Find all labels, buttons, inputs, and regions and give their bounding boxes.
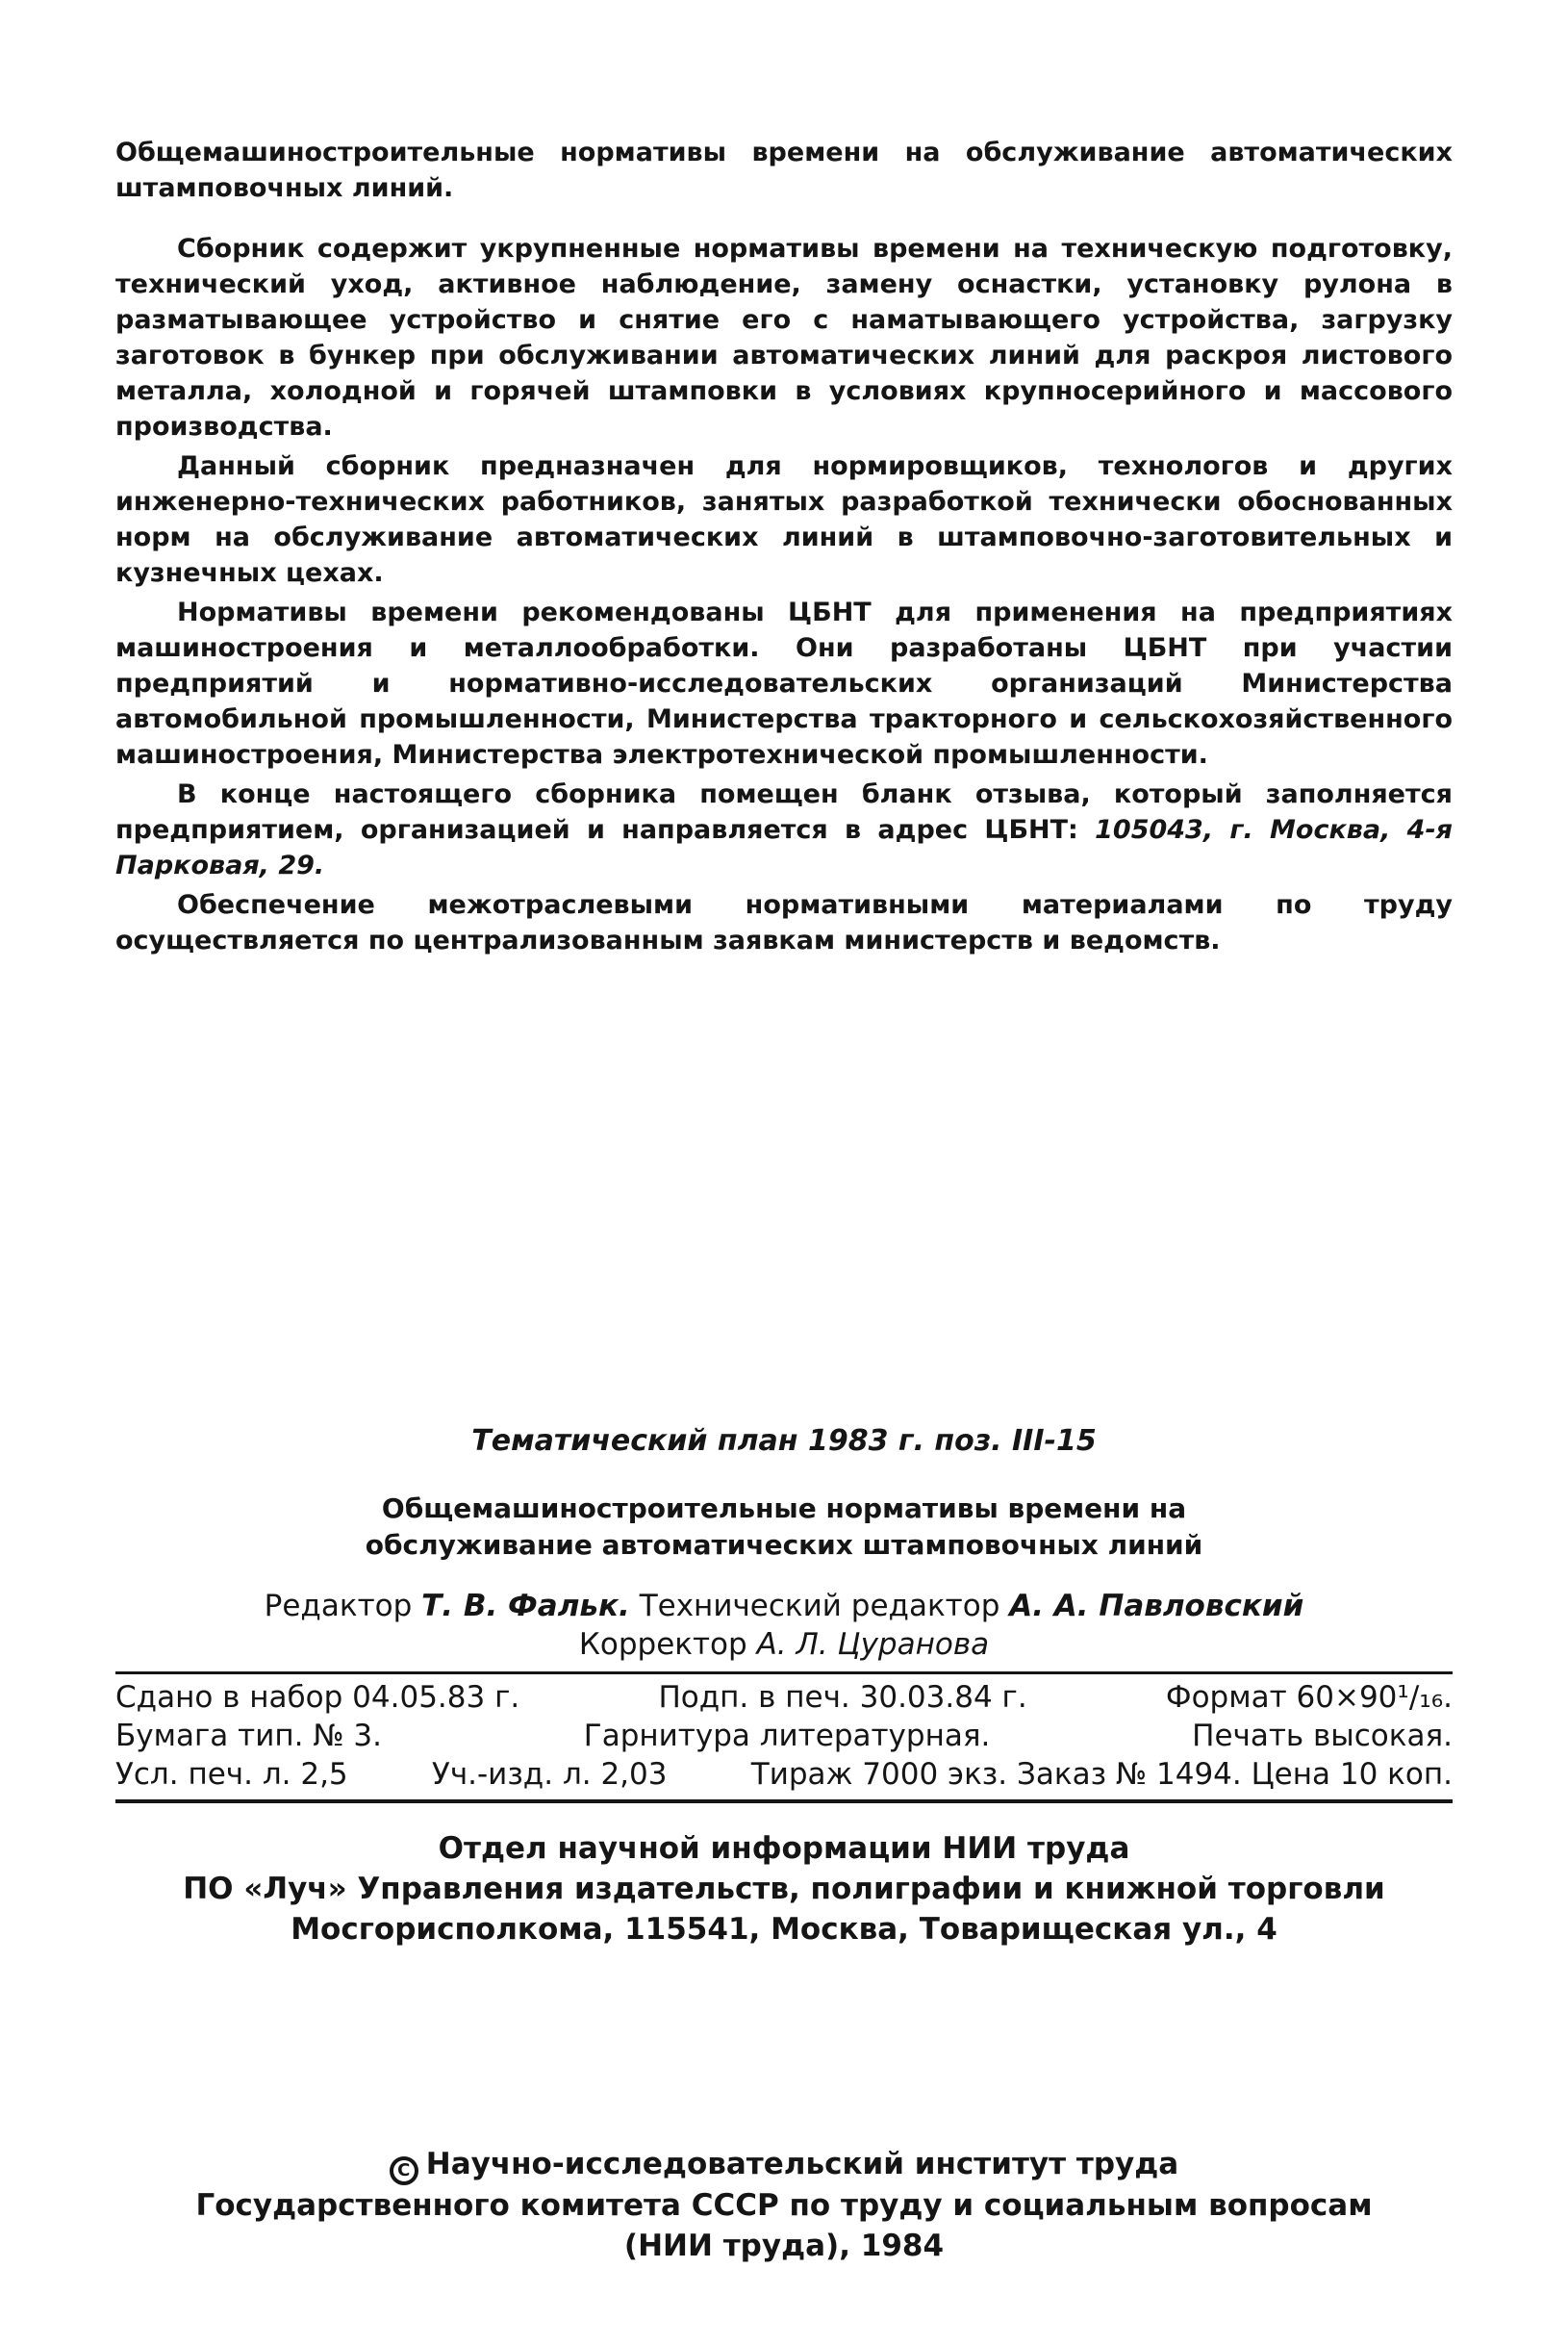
publisher-line-2: ПО «Луч» Управления издательств, полиграфии и книжной торговли xyxy=(183,1872,1385,1906)
spec-cell: Уч.-изд. л. 2,03 xyxy=(431,1757,668,1792)
book-title xyxy=(115,1491,1453,1564)
annotation-paragraph-contents: Сборник содержит укрупненные нормативы времени на техническую подготовку, технический уход, активное наблюдение, замену оснастки, установку рулона в разматывающее устройство и снятие его с наматывающего устройства, загрузку заготовок в бункер при обслуживании автоматических линий для раскроя листового металла, холодной и горячей штамповки в условиях крупносерийного и массового производства. xyxy=(115,234,1453,442)
book-title-line-1: Общемашиностроительные нормативы времени на xyxy=(381,1492,1187,1524)
annotation-paragraph-audience: Данный сборник предназначен для нормировщиков, технологов и других инженерно-технических работников, занятых разработкой технически обоснованных норм на обслуживание автоматических линий в штамповочно-заготовительных и кузнечных цехах. xyxy=(115,451,1453,588)
spec-row xyxy=(115,1755,1453,1794)
editor-label: Редактор xyxy=(264,1589,413,1623)
copyright-line-1 xyxy=(115,2144,1453,2185)
print-specs xyxy=(115,1678,1453,1794)
spec-row xyxy=(115,1717,1453,1755)
corrector-line xyxy=(115,1625,1453,1664)
annotation-paragraph-supply: Обеспечение межотраслевыми нормативными материалами по труду осуществляется по централизованным заявкам министерств и ведомств. xyxy=(115,890,1453,956)
annotation-paragraph-recommendation: Нормативы времени рекомендованы ЦБНТ для применения на предприятиях машиностроения и металлообработки. Они разработаны ЦБНТ при участии предприятий и нормативно-исследовательских организаций Министерства автомобильной промышленности, Министерства тракторного и сельскохозяйственного машиностроения, Министерства электротехнической промышленности. xyxy=(115,598,1453,770)
annotation-paragraph-feedback xyxy=(115,777,1453,883)
annotation-block xyxy=(115,135,1453,958)
spec-cell: Бумага тип. № 3. xyxy=(115,1719,382,1753)
annotation-title: Общемашиностроительные нормативы времени на обслуживание автоматических штамповочных линий. xyxy=(115,138,1453,203)
publisher-block xyxy=(115,1828,1453,1950)
spec-cell: Подп. в печ. 30.03.84 г. xyxy=(658,1680,1027,1715)
copyright-holder: Научно-исследовательский институт труда xyxy=(425,2147,1179,2181)
spec-cell: Печать высокая. xyxy=(1192,1719,1453,1753)
spec-cell: Формат 60×90¹/₁₆. xyxy=(1165,1680,1453,1715)
copyright-block xyxy=(115,2144,1453,2266)
feedback-text: В конце настоящего сборника помещен бланк отзыва, который заполняется предприятием, организацией и направляется в адрес ЦБНТ: xyxy=(115,779,1453,845)
copyright-line-2: Государственного комитета СССР по труду и социальным вопросам xyxy=(195,2188,1373,2223)
feedback-address: 105043, г. Москва, 4-я Парковая, 29. xyxy=(115,815,1453,880)
staff-credits xyxy=(115,1587,1453,1664)
book-title-line-2: обслуживание автоматических штамповочных линий xyxy=(365,1529,1203,1561)
publisher-line-3: Мосгорисполкома, 115541, Москва, Товарищеская ул., 4 xyxy=(291,1912,1277,1947)
copyright-icon: C xyxy=(390,2156,418,2185)
spec-cell: Гарнитура литературная. xyxy=(583,1719,991,1753)
colophon-rule-bottom xyxy=(115,1799,1453,1803)
spec-cell: Сдано в набор 04.05.83 г. xyxy=(115,1680,520,1715)
tech-editor-label: Технический редактор xyxy=(639,1589,1000,1623)
corrector-label: Корректор xyxy=(578,1627,747,1662)
colophon xyxy=(115,1424,1453,1950)
spec-cell: Тираж 7000 экз. Заказ № 1494. Цена 10 коп. xyxy=(750,1757,1453,1792)
colophon-rule-top xyxy=(115,1671,1453,1674)
editors-line xyxy=(115,1587,1453,1625)
thematic-plan: Тематический план 1983 г. поз. III-15 xyxy=(471,1424,1097,1458)
spec-cell: Усл. печ. л. 2,5 xyxy=(115,1757,348,1792)
corrector-name: А. Л. Цуранова xyxy=(756,1627,990,1662)
spec-row xyxy=(115,1678,1453,1717)
editor-name: Т. В. Фальк. xyxy=(421,1589,630,1623)
copyright-line-3: (НИИ труда), 1984 xyxy=(623,2229,945,2263)
tech-editor-name: А. А. Павловский xyxy=(1009,1589,1304,1623)
publisher-line-1: Отдел научной информации НИИ труда xyxy=(438,1831,1130,1866)
